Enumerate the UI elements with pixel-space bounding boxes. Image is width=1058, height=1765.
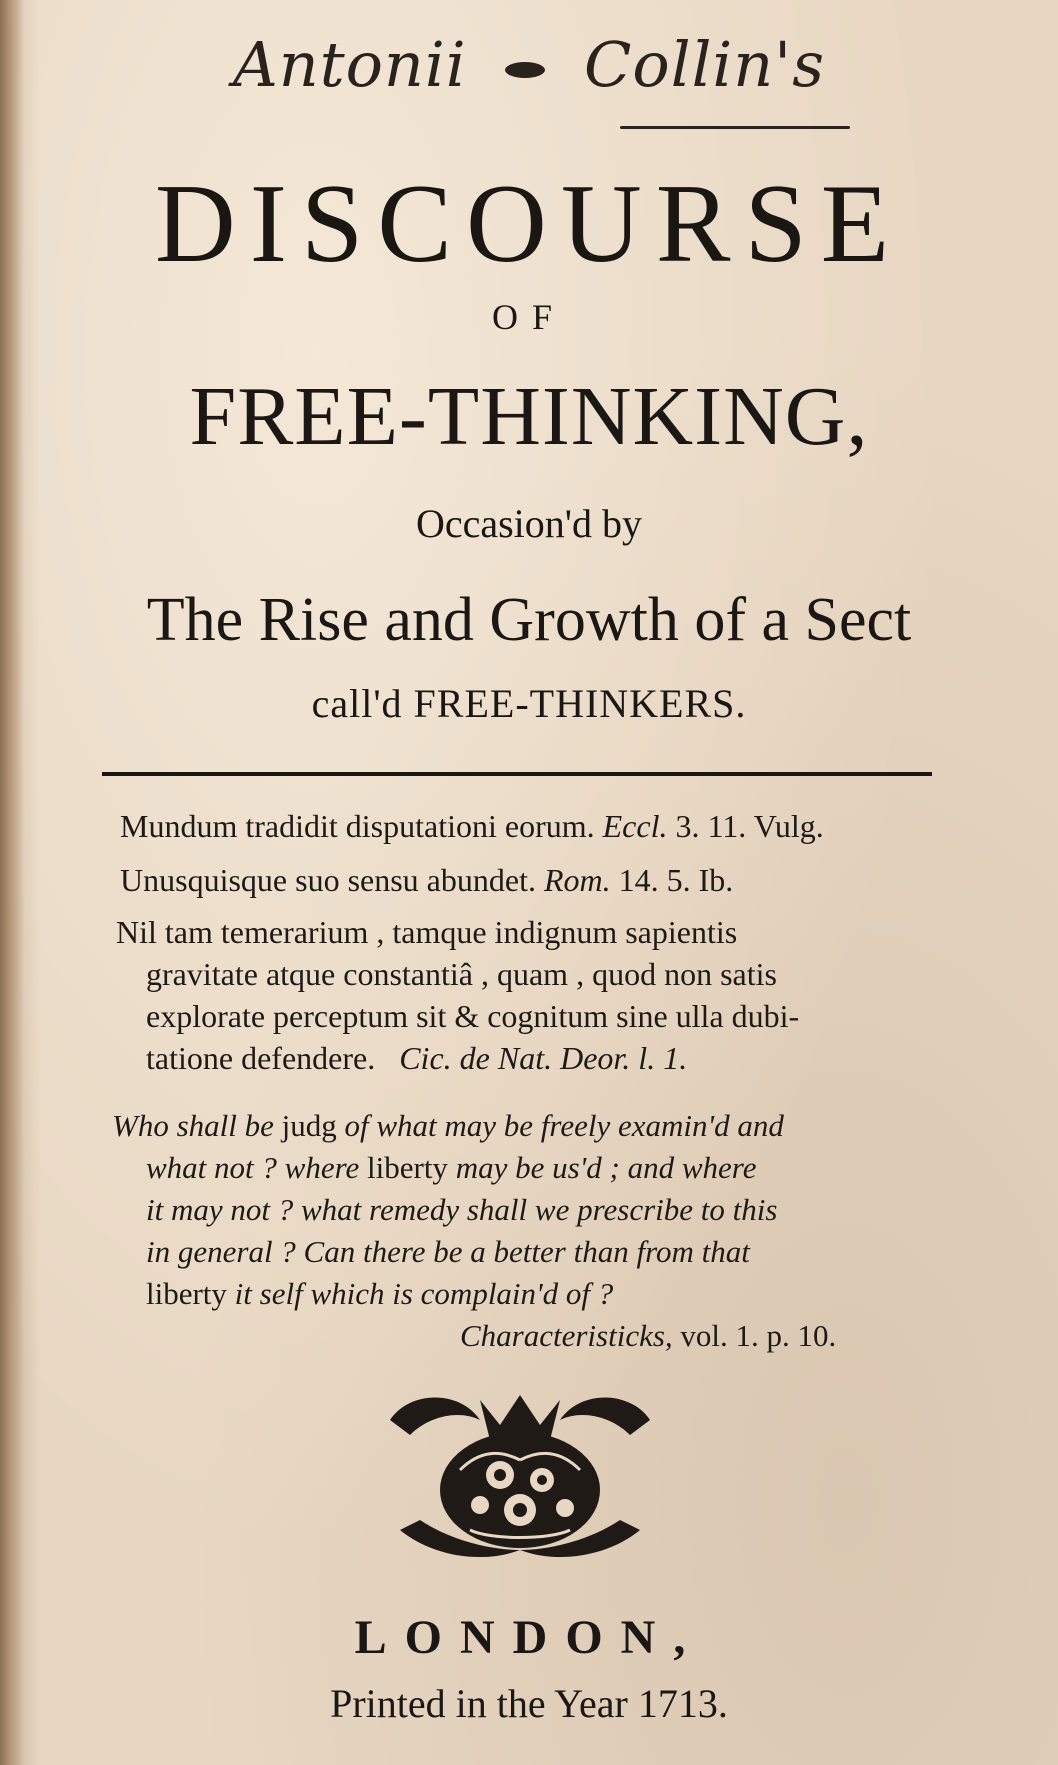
motto-3-last: tatione defendere. (146, 1040, 376, 1076)
subtitle-line-2: call'd FREE-THINKERS. (311, 681, 747, 726)
subtitle-line-1: The Rise and Growth of a Sect (146, 586, 912, 654)
quote-l2a: what not ? where (146, 1150, 360, 1185)
occasion-line: Occasion'd by (415, 501, 643, 546)
handwritten-inscription (0, 28, 1058, 101)
motto-1-num: 3. 11. Vulg. (675, 808, 824, 844)
quote-source (460, 1318, 836, 1354)
motto-2 (120, 862, 920, 899)
ink-blot-icon (505, 62, 545, 78)
inscription-second: Collin's (583, 28, 826, 101)
quote-line-4: in general ? Can there be a better than from that (146, 1234, 750, 1269)
motto-2-text: Unusquisque suo sensu abundet. (120, 862, 536, 898)
title-line-1: DISCOURSE (154, 162, 904, 286)
quote-l5a: liberty (146, 1276, 227, 1311)
quote-l2c: may be us'd ; and where (455, 1150, 757, 1185)
quote-line-2 (146, 1150, 756, 1186)
motto-2-ref: Rom. (543, 862, 611, 898)
motto-1 (120, 808, 920, 845)
quote-l1b: judg (281, 1108, 337, 1143)
motto-1-ref: Eccl. (602, 808, 668, 844)
quote-source-title: Characteristicks, (460, 1318, 673, 1353)
title-line-2: OF (491, 297, 567, 337)
motto-3-line-4 (146, 1040, 966, 1077)
quote-l2b: liberty (367, 1150, 448, 1185)
inscription-underline (620, 126, 850, 129)
inscription-first: Antonii (232, 28, 467, 101)
quote-l1c: of what may be freely examin'd and (344, 1108, 784, 1143)
motto-2-num: 14. 5. Ib. (618, 862, 734, 898)
motto-3-line-2: gravitate atque constantiâ , quam , quod non satis (146, 956, 777, 992)
imprint-date: Printed in the Year 1713. (330, 1681, 728, 1726)
quote-source-ref: vol. 1. p. 10. (680, 1318, 837, 1353)
horizontal-rule (102, 772, 932, 776)
motto-1-text: Mundum tradidit disputationi eorum. (120, 808, 595, 844)
quote-line-3: it may not ? what remedy shall we prescribe to this (146, 1192, 778, 1227)
printers-ornament-icon (370, 1380, 670, 1575)
quote-l5b: it self which is complain'd of ? (234, 1276, 614, 1311)
quote-line-5 (146, 1276, 613, 1312)
motto-3-ref: Cic. de Nat. Deor. l. 1. (399, 1040, 688, 1076)
motto-3-line-3: explorate perceptum sit & cognitum sine ulla dubi- (146, 998, 800, 1034)
quote-line-1 (112, 1108, 784, 1144)
motto-3-line-1: Nil tam temerarium , tamque indignum sapientis (116, 914, 738, 950)
quote-l1a: Who shall be (112, 1108, 274, 1143)
imprint-city: LONDON, (354, 1611, 704, 1664)
title-line-3: FREE-THINKING, (189, 370, 869, 463)
